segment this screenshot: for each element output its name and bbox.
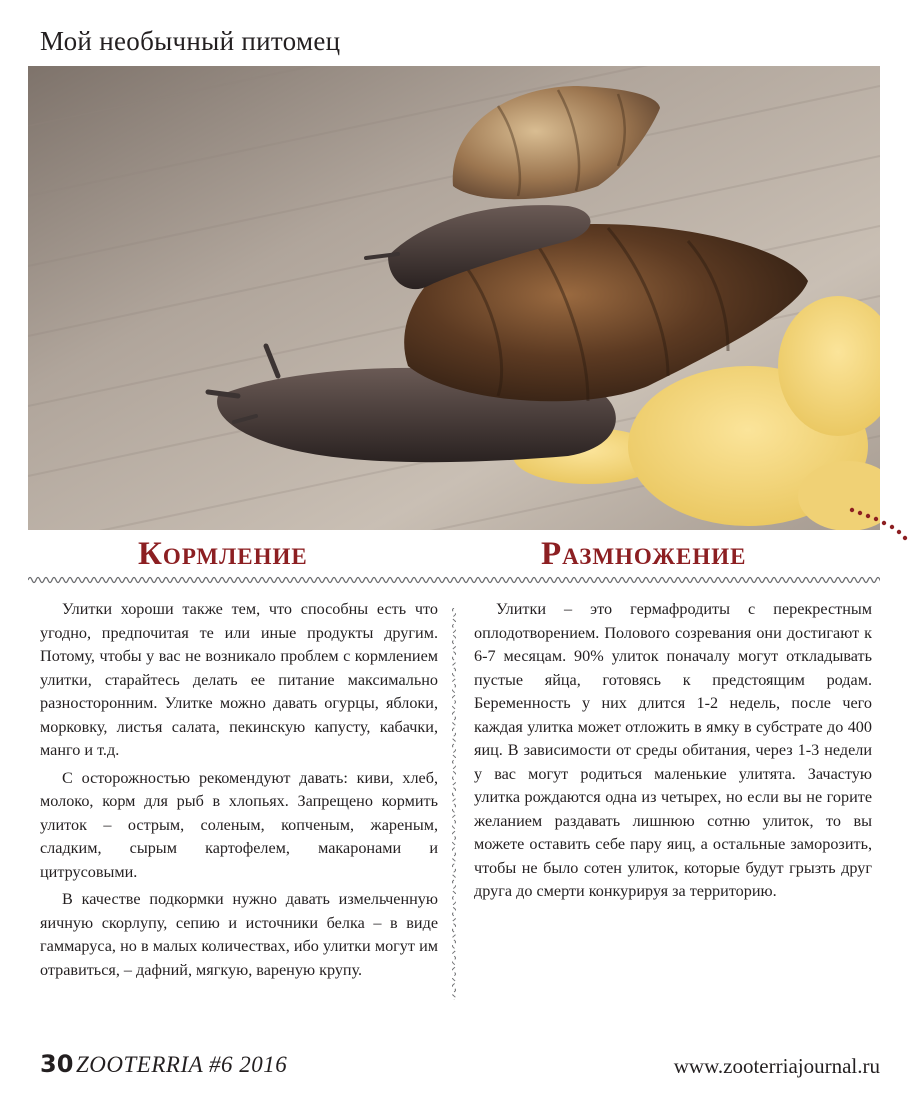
wavy-divider (28, 572, 880, 588)
heading-breeding: Размножение (541, 536, 747, 572)
breeding-column (474, 598, 872, 908)
page-number: 30 (40, 1050, 74, 1078)
feeding-paragraph: В качестве подкормки нужно давать измельченную яичную скорлупу, сепию и источники белка – в виде гаммаруса, но в малых количествах, ибо улитки могут им отравиться, – дафний, мягкую, вареную крупу. (40, 890, 438, 979)
magazine-issue: ZOOTERRIA #6 2016 (76, 1052, 288, 1077)
section-title: Мой необычный питомец (40, 26, 341, 56)
breeding-paragraph: Улитки – это гермафродиты с перекрестным оплодотворением. Полового созревания они достигают к 6-7 месяцам. 90% улиток поначалу могут откладывать пустые яйца, готовясь к предстоящим родам. Беременность у них длится 1-2 недель, после чего каждая улитка может отложить в ямку в субстрате до 400 яиц. В зависимости от среды обитания, через 1-3 недели у вас могут родиться маленькие улитята. Зачастую улитка рождаются одна из четырех, но если вы не горите желанием раздавать лишнюю сотню улиток, то вы можете оставить себе пару яиц, а остальные заморозить, чтобы не было сотен улиток, которые будут грызть друг друга до смерти конкурируя за территорию. (474, 600, 872, 900)
heading-feeding: Кормление (138, 536, 308, 572)
snail-photo (28, 66, 880, 530)
feeding-column (40, 598, 438, 986)
website-url: www.zooterriajournal.ru (673, 1054, 880, 1078)
feeding-paragraph: С осторожностью рекомендуют давать: киви, хлеб, молоко, корм для рыб в хлопьях. Запрещено кормить улиток – острым, соленым, копченым, жареным, сладким, сырым картофелем, макаронами и цитрусовыми. (40, 768, 438, 881)
feeding-paragraph: Улитки хороши также тем, что способны есть что угодно, предпочитая те или иные продукты другим. Потому, чтобы у вас не возникало проблем с кормлением улитки, старайтесь делать ее питание максимально разносторонним. Улитке можно давать огурцы, яблоки, морковку, листья салата, пекинскую капусту, кабачки, манго и т.д. (40, 600, 438, 759)
column-divider (450, 608, 458, 1000)
decorative-dots (848, 500, 908, 550)
